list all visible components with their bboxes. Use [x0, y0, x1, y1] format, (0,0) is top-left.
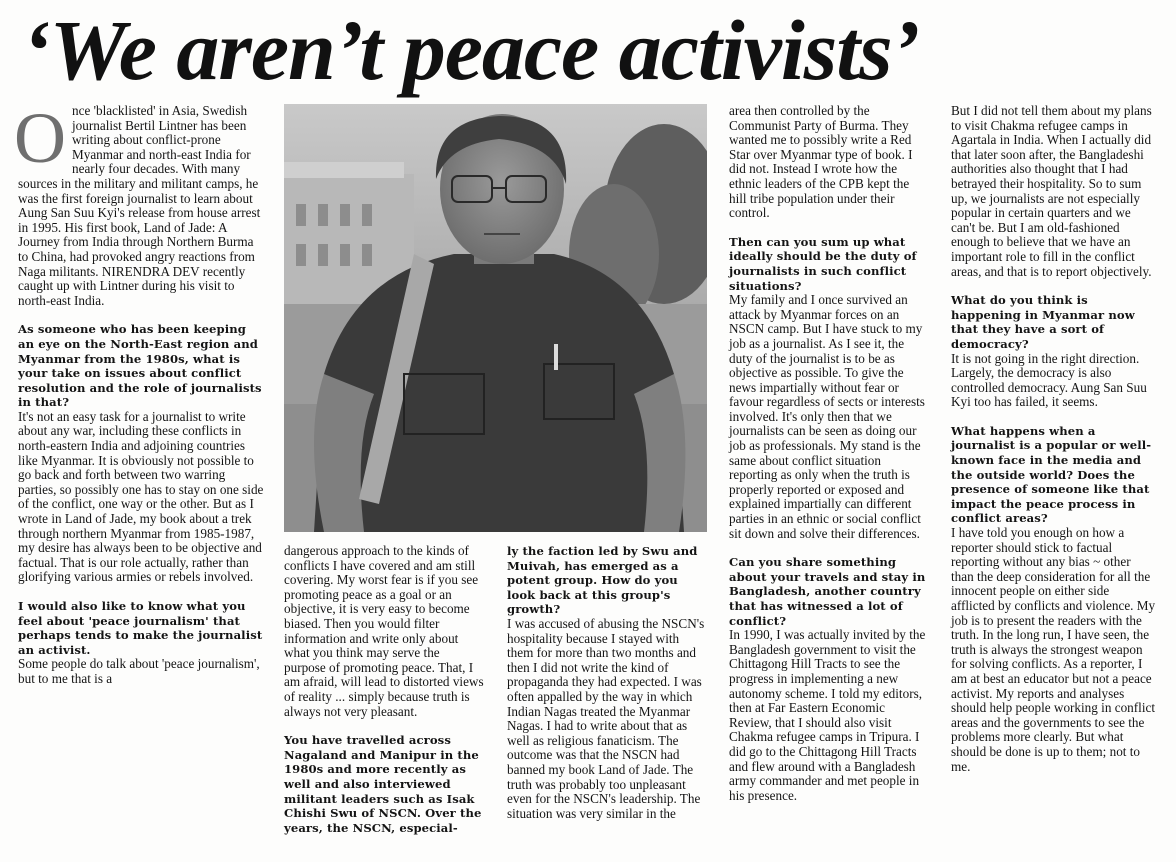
- answer-4: My family and I once survived an attack by Myanmar forces on an NSCN camp. But I have stuck to my job as a journalist. As I see it, the duty of the journalist is to be as objective as possible. To give the news impartially without fear or favour regardless of sects or interests involved. It's only then that we journalists can be seen as doing our job as professionals. My stand is the same about conflict situation reporting as only when the truth is properly reported or exposed and explained impartially can different parties in an ethnic or social conflict sit down and solve their differences.: [729, 292, 925, 541]
- question-3-continued: ly the faction led by Swu and Muivah, has emerged as a potent group. How do you look back at this group's growth?: [507, 544, 698, 617]
- question-6: What do you think is happening in Myanmar now that they have a sort of democracy?: [951, 293, 1135, 351]
- answer-6: It is not going in the right direction. Largely, the democracy is also controlled democracy. Aung San Suu Kyi too has failed, it seems.: [951, 350, 1147, 410]
- question-5: Can you share something about your travels and stay in Bangladesh, another country that has witnessed a lot of conflict?: [729, 555, 926, 628]
- answer-1: It's not an easy task for a journalist to write about any war, including these conflicts in north-eastern India and adjoining countries like Myanmar. It is obviously not possible to go back and forth between two warring parties, so possibly one has to stay on one side of the conflict, one way or the other. But as I wrote in Land of Jade, my book about a trek through northern Myanmar from 1985-1987, my desire has always been to be objective and factual. That is our role actually, rather than glorifying various armies or rebels involved.: [18, 408, 264, 585]
- column-4: [729, 104, 929, 803]
- answer-2-continued: dangerous approach to the kinds of conflicts I have covered and am still covering. My worst fear is if you see promoting peace as a goal or an objective, it is very easy to become biased. Then you would filter information and write only about what you think may serve the purpose of promoting peace. That, I am afraid, will lead to distorted views of reality ... simply because truth is always not very pleasant.: [284, 543, 484, 719]
- answer-7: I have told you enough on how a reporter should stick to factual reporting without any bias ~ other than the deep consideration for all the innocent people on either side afflicted by conflicts and violence. My job is to present the readers with the truth. In the long run, I have seen, the truth is always the strongest weapon for solving conflicts. As a reporter, I am at best an educator but not a peace activist. My reports and analyses should help people working in conflict areas and the governments to see the problems more clearly. But what should be done is up to them; not to me.: [951, 525, 1156, 774]
- question-1: As someone who has been keeping an eye on the North-East region and Myanmar from the 1980s, what is your take on issues about conflict resolution and the role of journalists in that?: [18, 322, 262, 410]
- question-7: What happens when a journalist is a popular or well-known face in the media and the outside world? Does the presence of someone like that impact the peace process in conflict areas?: [951, 423, 1152, 526]
- answer-5: In 1990, I was actually invited by the Bangladesh government to visit the Chittagong Hill Tracts to see the progress in implementing a new autonomy scheme. I told my editors, then at Far Eastern Economic Review, that I should also visit Chakma refugee camps in Tripura. I did go to the Chittagong Hill Tracts and flew around with a Bangladesh army commander and met people in his presence.: [729, 627, 926, 803]
- question-4: Then can you sum up what ideally should be the duty of journalists in such conflict situations?: [729, 234, 917, 293]
- answer-3: I was accused of abusing the NSCN's hospitality because I stayed with them for more than two months and then I did not write the kind of propaganda they had expected. I was often appalled by the way in which Indian Nagas treated the Myanmar Nagas. I had to write about that as well as religious fanaticism. The outcome was that the NSCN had banned my book Land of Jade. The truth was probably too unpleasant even for the NSCN's leadership. The situation was very similar in the: [507, 615, 705, 821]
- column-1: [14, 98, 264, 687]
- column-5: [951, 104, 1156, 774]
- answer-2-start: Some people do talk about 'peace journalism', but to me that is a: [18, 656, 260, 686]
- drop-cap: O: [14, 98, 66, 178]
- question-2: I would also like to know what you feel about 'peace journalism' that perhaps tends to make the journalist an activist.: [18, 599, 263, 657]
- column-3: [507, 544, 707, 821]
- portrait-photo: [284, 104, 707, 532]
- intro-paragraph: nce 'blacklisted' in Asia, Swedish journalist Bertil Lintner has been writing about conflict-prone Myanmar and north-east India for nearly four decades. With many sources in the military and militant camps, he was the first foreign journalist to learn about Aung San Suu Kyi's release from house arrest in 1995. His first book, Land of Jade: A Journey from India through Northern Burma to China, had provoked angry reactions from Naga militants. NIRENDRA DEV recently caught up with Lintner during his visit to north-east India.: [18, 103, 261, 308]
- column-2: [284, 544, 484, 835]
- article-headline: ‘We aren’t peace activists’: [22, 2, 920, 98]
- question-3: You have travelled across Nagaland and Manipur in the 1980s and more recently as well and also interviewed militant leaders such as Isak Chishi Swu of NSCN. Over the years, the NSCN, especial-: [284, 733, 482, 835]
- answer-5-continued: But I did not tell them about my plans to visit Chakma refugee camps in Agartala in India. When I actually did that later soon after, the Bangladeshi authorities also thought that I had betrayed their hospitality. So to sum up, we journalists are not especially popular in certain quarters and we can't be. But I am old-fashioned enough to believe that we have an important role to fill in the conflict areas, and that is to report objectively.: [951, 103, 1152, 279]
- answer-3-continued: area then controlled by the Communist Party of Burma. They wanted me to possibly write a Red Star over Myanmar type of book. I did not. Instead I wrote how the ethnic leaders of the CPB kept the hill tribe population under their control.: [729, 103, 913, 221]
